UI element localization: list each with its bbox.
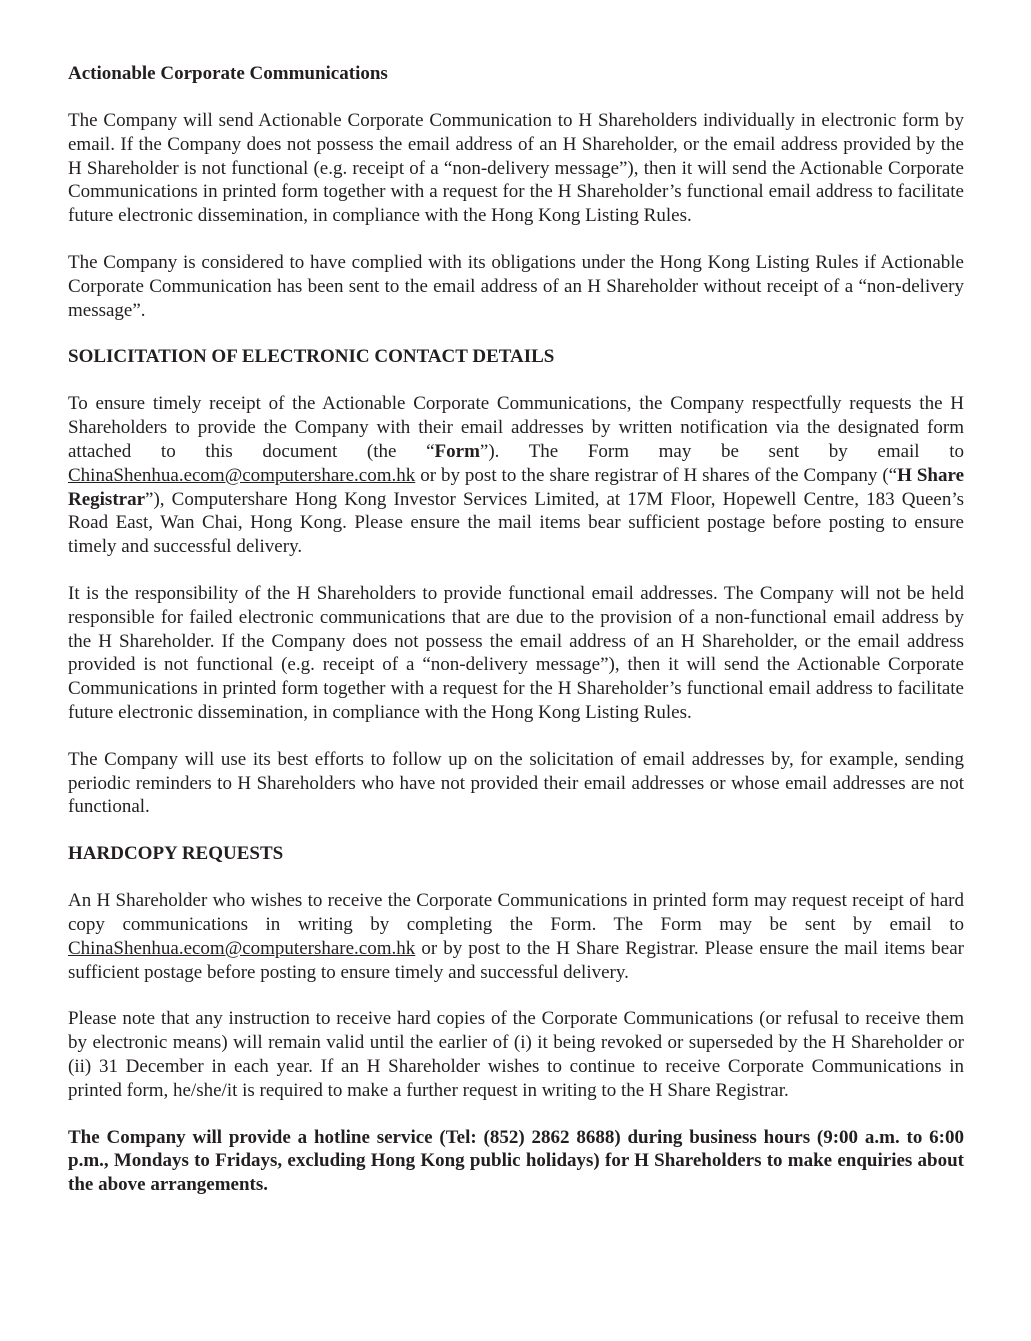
text-segment: or by post to the share registrar of H shares of the Company (“ (415, 464, 898, 486)
heading-hardcopy-requests: HARDCOPY REQUESTS (68, 843, 284, 865)
text-segment: ”), Computershare Hong Kong Investor Services Limited, at 17M Floor, Hopewell Centre, 183 Queen’s Road East, Wan Chai, Hong Kong. Please ensure the mail items bear sufficient postage before posting to ensure timely and successful delivery. (68, 488, 964, 558)
paragraph-hardcopy-1 (68, 889, 964, 984)
form-term: Form (434, 440, 480, 462)
paragraph-solicitation-2: It is the responsibility of the H Shareholders to provide functional email addresses. The Company will not be held responsible for failed electronic communications that are due to the provision of a non-functional email address by the H Shareholder. If the Company does not possess the email address of an H Shareholder, or the email address provided is not functional (e.g. receipt of a “non-delivery message”), then it will send the Actionable Corporate Communications in printed form together with a request for the H Shareholder’s functional email address to facilitate future electronic dissemination, in compliance with the Hong Kong Listing Rules. (68, 582, 964, 723)
heading-solicitation: SOLICITATION OF ELECTRONIC CONTACT DETAILS (68, 346, 555, 368)
paragraph-actionable-1: The Company will send Actionable Corporate Communication to H Shareholders individually in electronic form by email. If the Company does not possess the email address of an H Shareholder, or the email address provided by the H Shareholder is not functional (e.g. receipt of a “non-delivery message”), then it will send the Actionable Corporate Communications in printed form together with a request for the H Shareholder’s functional email address to facilitate future electronic dissemination, in compliance with the Hong Kong Listing Rules. (68, 110, 964, 227)
paragraph-hotline-notice: The Company will provide a hotline service (Tel: (852) 2862 8688) during business hours (9:00 a.m. to 6:00 p.m., Mondays to Fridays, excluding Hong Kong public holidays) for H Shareholders to make enquiries about the above arrangements. (68, 1126, 964, 1196)
text-segment: To ensure timely receipt of the Actionable Corporate Communications, the Company respectfully requests the H Shareholders to provide the Company with their email addresses by written notification via the designated form attached to this document (the “ (68, 393, 964, 462)
document-page (68, 62, 964, 1220)
text-segment: An H Shareholder who wishes to receive the Corporate Communications in printed form may request receipt of hard copy communications in writing by completing the Form. The Form may be sent by email to (68, 890, 964, 935)
text-segment: ”). The Form may be sent by email to (479, 440, 964, 462)
h-share-registrar-term: H Share Registrar (68, 464, 965, 510)
paragraph-hardcopy-2: Please note that any instruction to receive hard copies of the Corporate Communications (or refusal to receive them by electronic means) will remain valid until the earlier of (i) it being revoked or superseded by the H Shareholder or (ii) 31 December in each year. If an H Shareholder wishes to continue to receive Corporate Communications in printed form, he/she/it is required to make a further request in writing to the H Share Registrar. (68, 1008, 964, 1101)
heading-actionable-corporate-communications: Actionable Corporate Communications (68, 63, 388, 84)
email-link[interactable]: ChinaShenhua.ecom@computershare.com.hk (68, 937, 416, 959)
paragraph-actionable-2: The Company is considered to have complied with its obligations under the Hong Kong Listing Rules if Actionable Corporate Communication has been sent to the email address of an H Shareholder without receipt of a “non-delivery message”. (68, 251, 964, 321)
text-segment: or by post to the H Share Registrar. Please ensure the mail items bear sufficient postage before posting to ensure timely and successful delivery. (68, 937, 964, 983)
paragraph-solicitation-1 (68, 392, 964, 559)
paragraph-solicitation-3: The Company will use its best efforts to follow up on the solicitation of email addresses by, for example, sending periodic reminders to H Shareholders who have not provided their email addresses or whose email addresses are not functional. (68, 748, 964, 818)
email-link[interactable]: ChinaShenhua.ecom@computershare.com.hk (68, 464, 416, 486)
